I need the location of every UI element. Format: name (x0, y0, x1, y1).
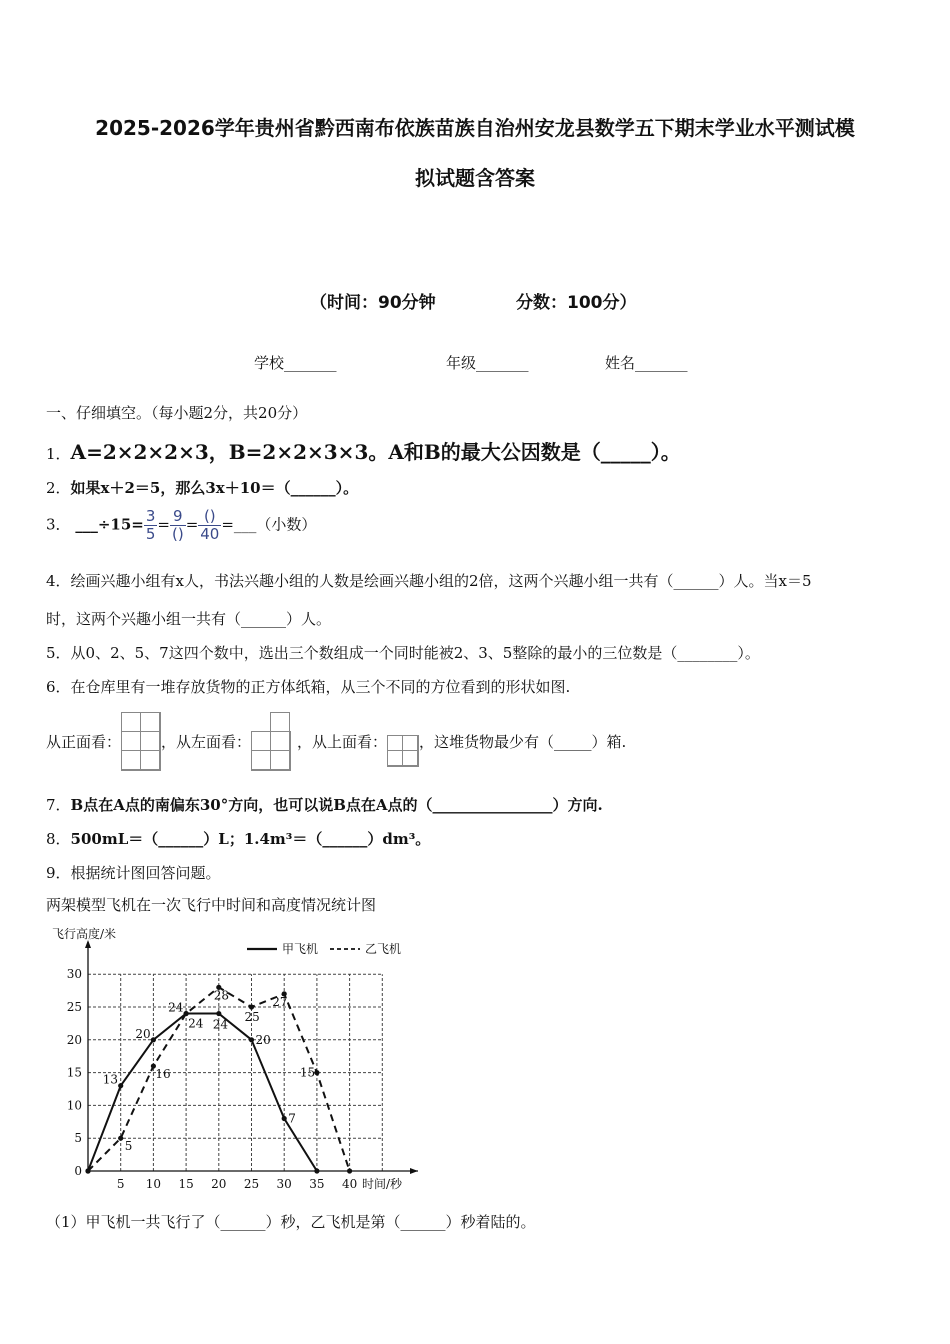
question-text-pre: ___÷15= (75, 515, 144, 534)
legend-label: 甲飞机 (282, 942, 319, 956)
data-point (347, 1168, 352, 1173)
question-6-views (46, 706, 626, 776)
x-axis-arrow-icon (410, 1168, 418, 1174)
question-text: A=2×2×2×3，B=2×2×3×3。A和B的最大公因数是（_____）。 (70, 440, 681, 464)
data-label: 24 (168, 1000, 184, 1015)
data-point (151, 1037, 156, 1042)
data-label: 28 (213, 988, 230, 1003)
data-label: 5 (124, 1139, 133, 1154)
question-number: 8． (46, 830, 71, 848)
front-view-figure (121, 712, 161, 771)
x-tick-label: 40 (341, 1177, 358, 1191)
question-text: 绘画兴趣小组有x人，书法兴趣小组的人数是绘画兴趣小组的2倍，这两个兴趣小组一共有（______）人。当x＝5 (70, 572, 812, 590)
data-point (118, 1136, 123, 1141)
series-line-jia (88, 1014, 317, 1171)
x-tick-label: 10 (145, 1177, 162, 1191)
school-field[interactable]: 学校_______ (254, 354, 337, 372)
question-4 (46, 570, 812, 591)
denominator: () (171, 525, 184, 543)
question-5 (46, 642, 760, 663)
data-label: 20 (135, 1026, 151, 1041)
x-tick-label: 20 (211, 1177, 227, 1191)
data-point (314, 1168, 319, 1173)
question-number: 7． (46, 796, 71, 814)
question-6 (46, 676, 570, 697)
y-tick-label: 5 (74, 1131, 82, 1146)
y-axis-arrow-icon (85, 940, 91, 948)
flight-height-chart (40, 920, 440, 1200)
y-tick-label: 25 (66, 1000, 82, 1014)
question-text: 500mL＝（______）L；1.4m³＝（______）dm³。 (70, 830, 431, 848)
score-info: 分数：100分） (516, 293, 637, 313)
x-tick-label: 30 (276, 1177, 292, 1191)
question-3: 3． ___÷15= $\frac{3}{5}$ = $\frac{9}{()}$ = $\frac{()}{40}$ =___（小数） (46, 507, 317, 543)
question-number: 5． (46, 644, 71, 662)
numerator: 3 (145, 507, 156, 525)
question-text: 如果x＋2＝5，那么3x＋10＝（______）。 (70, 479, 359, 497)
data-label: 27 (272, 994, 288, 1009)
question-number: 2． (46, 479, 71, 497)
data-label: 24 (212, 1017, 229, 1032)
question-text: ，这堆货物最少有（_____）箱. (419, 732, 627, 751)
question-8 (46, 828, 430, 849)
question-text: 在仓库里有一堆存放货物的正方体纸箱，从三个不同的方位看到的形状如图. (70, 678, 571, 696)
question-number: 4． (46, 572, 71, 590)
grade-field[interactable]: 年级_______ (446, 354, 529, 372)
x-tick-label: 5 (116, 1177, 125, 1191)
question-text: B点在A点的南偏东30°方向，也可以说B点在A点的（________________）方向. (70, 796, 603, 814)
data-point (85, 1168, 90, 1173)
question-4-line2: 时，这两个兴趣小组一共有（______）人。 (46, 610, 332, 628)
y-axis-label: 飞行高度/米 (52, 927, 117, 941)
denominator: 5 (145, 525, 156, 543)
time-info: （时间：90分钟 (310, 293, 436, 313)
fraction (170, 508, 186, 543)
left-view-figure (251, 712, 291, 771)
chart-caption: 两架模型飞机在一次飞行中时间和高度情况统计图 (46, 896, 377, 914)
y-tick-label: 10 (66, 1098, 82, 1113)
data-label: 25 (244, 1010, 260, 1024)
fraction (144, 508, 158, 543)
question-9 (46, 862, 221, 883)
data-point (249, 1004, 254, 1009)
y-tick-label: 15 (66, 1065, 82, 1080)
y-tick-label: 20 (66, 1032, 82, 1047)
question-2 (46, 477, 358, 498)
data-point (118, 1083, 123, 1088)
legend-label: 乙飞机 (365, 942, 402, 956)
data-label: 15 (299, 1065, 316, 1080)
data-point (249, 1037, 254, 1042)
question-number: 9． (46, 864, 71, 882)
x-tick-label: 25 (243, 1177, 260, 1191)
x-tick-label: 15 (178, 1177, 194, 1191)
question-number: 6． (46, 678, 71, 696)
data-label: 16 (155, 1067, 171, 1082)
data-label: 7 (288, 1111, 296, 1126)
question-text: 从0、2、5、7这四个数中，选出三个数组成一个同时能被2、3、5整除的最小的三位数是（________）。 (70, 644, 760, 662)
question-number: 1． (46, 445, 71, 463)
y-tick-label: 30 (66, 967, 82, 982)
question-9-part-1: （1）甲飞机一共飞行了（______）秒，乙飞机是第（______）秒着陆的。 (46, 1213, 536, 1231)
top-view-figure (387, 735, 419, 767)
data-label: 24 (188, 1016, 204, 1031)
fraction (198, 508, 221, 543)
front-view-label: 从正面看： (46, 732, 122, 751)
numerator: () (198, 508, 221, 526)
top-view-label: ，从上面看： (297, 732, 388, 751)
x-tick-label: 35 (309, 1177, 325, 1191)
question-text-post: =___（小数） (221, 515, 317, 534)
exam-title-line1: 2025-2026学年贵州省黔西南布依族苗族自治州安龙县数学五下期末学业水平测试模 (95, 116, 855, 140)
question-7 (46, 794, 603, 815)
denominator: 40 (200, 525, 220, 543)
section-heading: 一、仔细填空。（每小题2分，共20分） (46, 404, 308, 422)
exam-title-line2: 拟试题含答案 (415, 166, 535, 190)
question-number: 3． (46, 515, 71, 534)
numerator: 9 (170, 508, 186, 526)
data-point (282, 1116, 287, 1121)
name-field[interactable]: 姓名_______ (605, 354, 688, 372)
question-text: 根据统计图回答问题。 (70, 864, 221, 882)
x-axis-label: 时间/秒 (362, 1177, 403, 1191)
question-1 (46, 436, 681, 465)
data-point (216, 1011, 221, 1016)
data-label: 20 (255, 1032, 271, 1047)
data-label: 13 (102, 1072, 118, 1087)
y-tick-label: 0 (74, 1164, 82, 1178)
data-point (184, 1011, 189, 1016)
left-view-label: ，从左面看： (161, 732, 252, 751)
